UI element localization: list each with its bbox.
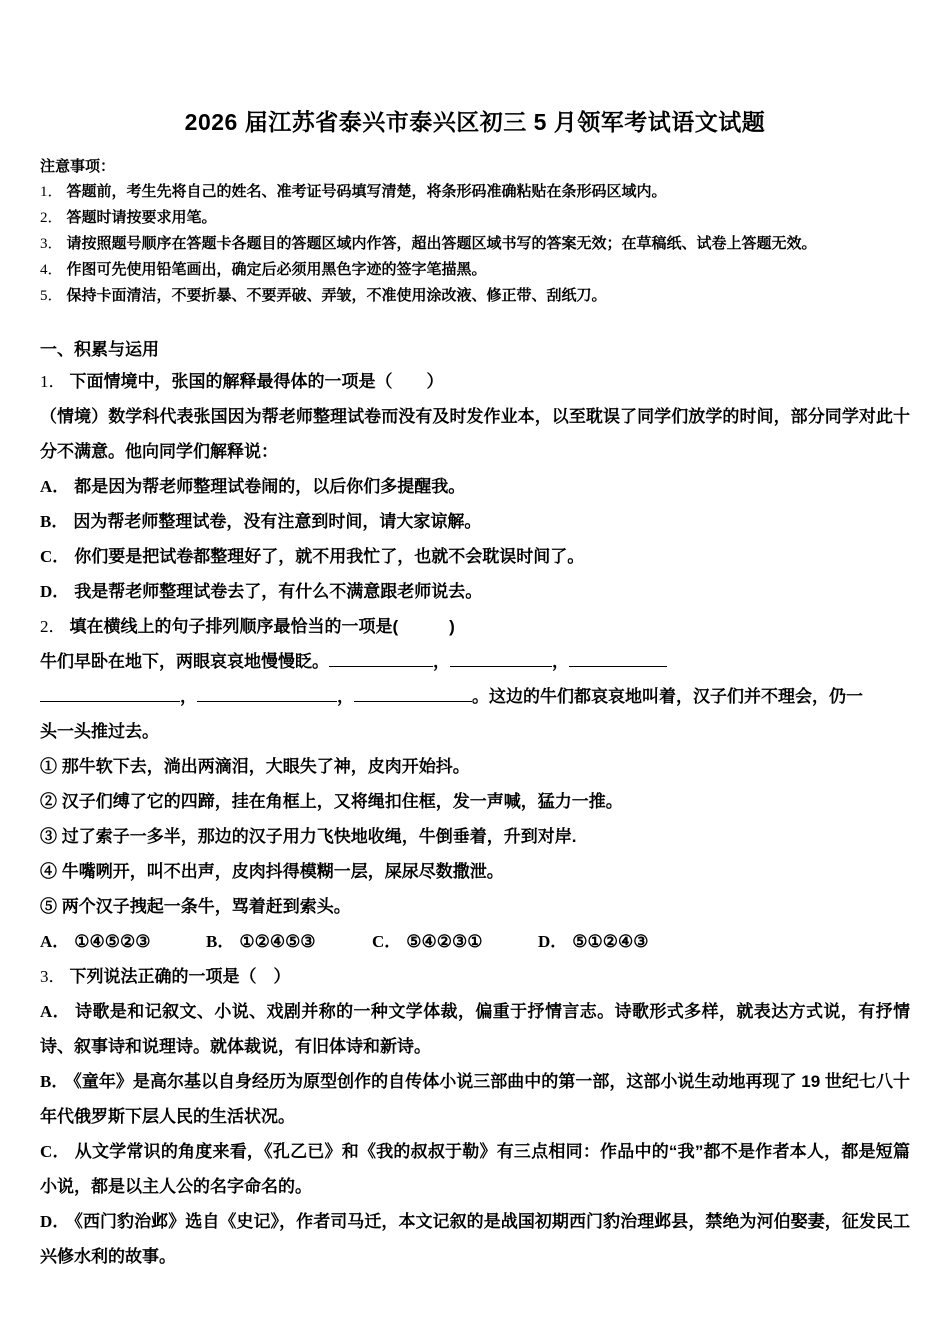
answer-blank [40,687,180,702]
q2-sentence-2: ② 汉子们缚了它的四蹄，挂在角框上，又将绳扣住框，发一声喊，猛力一推。 [40,792,623,811]
notice-item-text: 答题时请按要求用笔。 [66,209,217,226]
q1-option-a-text: 都是因为帮老师整理试卷闹的，以后你们多提醒我。 [74,477,466,496]
q3-option-c-label: C． [40,1142,70,1161]
q1-option-c-label: C． [40,547,70,566]
blank-separator: ， [433,652,450,671]
q2-option-b [206,924,372,959]
q3-stem-text: 下列说法正确的一项是（ ） [69,967,291,986]
q1-option-d-label: D． [40,582,70,601]
notice-item-number: 2． [40,210,63,226]
q2-option-a [40,924,206,959]
q1-option-b [40,504,910,539]
notice-heading: 注意事项： [40,158,116,175]
q2-fill-line-1 [40,644,910,679]
q3-option-d-label: D． [40,1212,70,1231]
notice-item-number: 3． [40,236,63,252]
notice-item [40,283,910,309]
q2-sentence-5: ⑤ 两个汉子拽起一条牛，骂着赶到索头。 [40,897,351,916]
q2-option-b-text: ①②④⑤③ [239,932,316,951]
answer-blank [569,652,667,667]
q3-option-b-label: B． [40,1072,69,1091]
answer-blank [197,687,337,702]
notice-item-text: 请按照题号顺序在答题卡各题目的答题区域内作答，超出答题区域书写的答案无效；在草稿纸、试卷上答题无效。 [66,235,817,252]
blank-separator: ， [337,687,354,706]
blank-separator: ， [180,687,197,706]
q3-option-c-text: 从文学常识的角度来看，《孔乙已》和《我的叔叔于勒》有三点相同：作品中的“我”都不是作者本人，都是短篇小说，都是以主人公的名字命名的。 [40,1142,910,1196]
fill-prefix: 牛们早卧在地下，两眼哀哀地慢慢眨。 [40,652,329,671]
section-heading: 一、积累与运用 [40,340,159,359]
q2-option-c [372,924,538,959]
blank-separator: ， [552,652,569,671]
q1-context: （情境）数学科代表张国因为帮老师整理试卷而没有及时发作业本，以至耽误了同学们放学的时间，部分同学对此十分不满意。他向同学们解释说： [40,407,910,461]
q3-option-d-text: 《西门豹治邺》选自《史记》，作者司马迁，本文记叙的是战国初期西门豹治理邺县，禁绝为河伯娶妻，征发民工兴修水利的故事。 [40,1212,911,1266]
q1-stem [40,364,910,399]
q1-option-b-label: B． [40,512,69,531]
exam-title: 2026 届江苏省泰兴市泰兴区初三 5 月领军考试语文试题 [184,109,766,135]
exam-body [40,336,910,1274]
q1-option-c [40,539,910,574]
q2-option-d-text: ⑤①②④③ [572,932,649,951]
answer-blank [329,652,433,667]
q2-fill-line-2 [40,679,910,714]
q2-stem [40,609,910,644]
q3-option-a-label: A． [40,1002,71,1021]
notice-item [40,231,910,257]
q2-number: 2． [40,617,66,636]
q1-option-d [40,574,910,609]
answer-blank [354,687,472,702]
q2-option-b-label: B． [206,932,235,951]
fill-suffix: 。这边的牛们都哀哀地叫着，汉子们并不理会，仍一 [472,687,863,706]
notice-item [40,179,910,205]
q2-option-d-label: D． [538,932,568,951]
q2-options-row [40,924,910,959]
q2-stem-text: 填在横线上的句子排列顺序最恰当的一项是( ) [69,617,455,636]
q1-option-a [40,469,910,504]
notice-item-number: 1． [40,184,63,200]
q3-option-b-text: 《童年》是高尔基以自身经历为原型创作的自传体小说三部曲中的第一部，这部小说生动地再现了 19 世纪七八十年代俄罗斯下层人民的生活状况。 [40,1072,910,1126]
q2-sentence-1: ① 那牛软下去，淌出两滴泪，大眼失了神，皮肉开始抖。 [40,757,470,776]
q2-option-a-text: ①④⑤②③ [74,932,151,951]
notice-item-text: 作图可先使用铅笔画出，确定后必须用黑色字迹的签字笔描黑。 [66,261,487,278]
q1-option-c-text: 你们要是把试卷都整理好了，就不用我忙了，也就不会耽误时间了。 [74,547,585,566]
q3-option-d [40,1204,910,1274]
q3-option-b [40,1064,910,1134]
notice-item [40,205,910,231]
q1-stem-text: 下面情境中，张国的解释最得体的一项是（ ） [69,372,444,391]
notice-item-text: 保持卡面清洁，不要折暴、不要弄破、弄皱，不准使用涂改液、修正带、刮纸刀。 [66,287,607,304]
notice-item [40,257,910,283]
q1-option-d-text: 我是帮老师整理试卷去了，有什么不满意跟老师说去。 [74,582,483,601]
q2-sentence-3: ③ 过了索子一多半，那边的汉子用力飞快地收绳，牛倒垂着，升到对岸. [40,827,577,846]
q1-option-a-label: A． [40,477,70,496]
q2-fill-line-3: 头一头推过去。 [40,722,159,741]
notice-item-text: 答题前，考生先将自己的姓名、准考证号码填写清楚，将条形码准确粘贴在条形码区域内。 [66,183,667,200]
q3-option-a [40,994,910,1064]
q3-option-a-text: 诗歌是和记叙文、小说、戏剧并称的一种文学体裁，偏重于抒情言志。诗歌形式多样，就表达方式说，有抒情诗、叙事诗和说理诗。就体裁说，有旧体诗和新诗。 [40,1002,911,1056]
q2-option-c-label: C． [372,932,402,951]
q3-option-c [40,1134,910,1204]
q1-option-b-text: 因为帮老师整理试卷，没有注意到时间，请大家谅解。 [73,512,482,531]
notice-item-number: 5． [40,288,63,304]
answer-blank [450,652,552,667]
q2-option-c-text: ⑤④②③① [406,932,483,951]
q2-option-a-label: A． [40,932,70,951]
notice-section [40,154,910,309]
q3-stem [40,959,910,994]
q2-sentence-4: ④ 牛嘴咧开，叫不出声，皮肉抖得模糊一层，屎尿尽数撒泄。 [40,862,504,881]
q3-number: 3． [40,967,66,986]
q1-number: 1． [40,372,66,391]
notice-item-number: 4． [40,262,63,278]
q2-option-d [538,924,648,959]
